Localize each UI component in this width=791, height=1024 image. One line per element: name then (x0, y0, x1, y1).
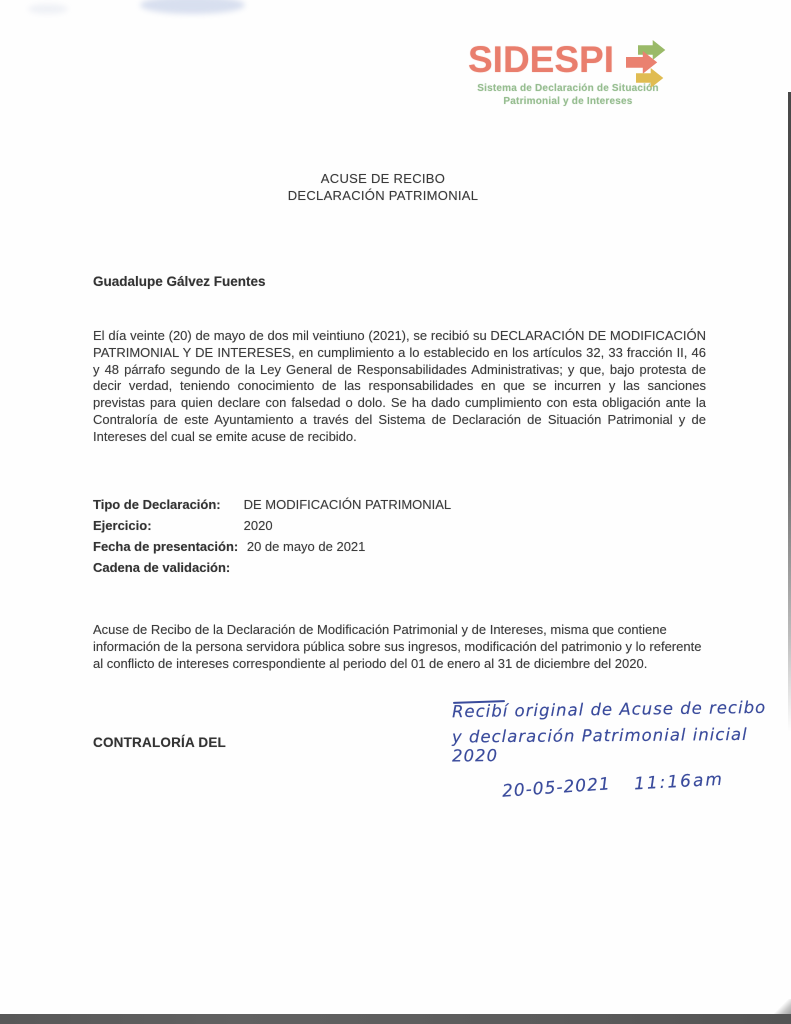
document-title-line2: DECLARACIÓN PATRIMONIAL (287, 188, 479, 203)
field-value: 20 de mayo de 2021 (246, 539, 366, 554)
handwritten-note-line2: y declaración Patrimonial inicial 2020 (451, 724, 748, 766)
document-title (238, 170, 528, 204)
sidespi-logo (468, 38, 678, 108)
recipient-name: Guadalupe Gálvez Fuentes (93, 274, 266, 289)
field-row-fecha-presentacion (93, 536, 451, 557)
field-value: DE MODIFICACIÓN PATRIMONIAL (243, 497, 452, 512)
sidespi-logo-subtitle-line2: Patrimonial y de Intereses (503, 95, 633, 107)
scan-smudge (28, 4, 68, 14)
sidespi-arrows-icon (626, 40, 668, 95)
field-row-tipo-declaracion (93, 494, 451, 515)
body-paragraph-acuse: Acuse de Recibo de la Declaración de Modificación Patrimonial y de Intereses, misma que contiene información de la persona servidora pública sobre sus ingresos, modificación del patrimonio y lo referente al conflicto de intereses correspondiente al periodo del 01 de enero al 31 de diciembre del 2020. (93, 622, 702, 671)
field-label: Tipo de Declaración: (93, 497, 221, 512)
sidespi-logo-subtitle-line1: Sistema de Declaración de Situación (477, 83, 659, 94)
field-value: 2020 (243, 518, 273, 533)
department-name: CONTRALORÍA DEL (93, 735, 226, 750)
handwritten-time: 11:16am (633, 769, 725, 795)
page-corner-curl (765, 999, 791, 1015)
field-label: Cadena de validación: (93, 560, 231, 575)
sidespi-logo-text: SIDESPI (468, 39, 614, 80)
scan-smudge (140, 0, 245, 14)
body-paragraph-main: El día veinte (20) de mayo de dos mil veintiuno (2021), se recibió su DECLARACIÓN DE MODIFICACIÓN PATRIMONIAL Y DE INTERESES, en cumplimiento a lo establecido en los artículos 32, 33 fracción II, 46 y 48 párrafo segundo de la Ley General de Responsabilidades Administrativas; y que, bajo protesta de decir verdad, teniendo conocimiento de las responsabilidades en que se incurren y las sanciones previstas para quien declare con falsedad o dolo. Se ha dado cumplimiento con esta obligación ante la Contraloría de este Ayuntamiento a través del Sistema de Declaración de Situación Patrimonial y de Intereses del cual se emite acuse de recibido. (93, 328, 706, 444)
document-title-line1: ACUSE DE RECIBO (320, 171, 446, 186)
field-label: Fecha de presentación: (93, 539, 239, 554)
scan-bottom-edge (0, 1014, 791, 1024)
declaration-fields (93, 494, 451, 578)
field-label: Ejercicio: (93, 518, 152, 533)
field-row-cadena-validacion (93, 557, 451, 578)
handwritten-note-line1: Recibí original de Acuse de recibo (451, 697, 767, 722)
field-row-ejercicio (93, 515, 451, 536)
handwritten-date: 20-05-2021 (501, 774, 612, 802)
